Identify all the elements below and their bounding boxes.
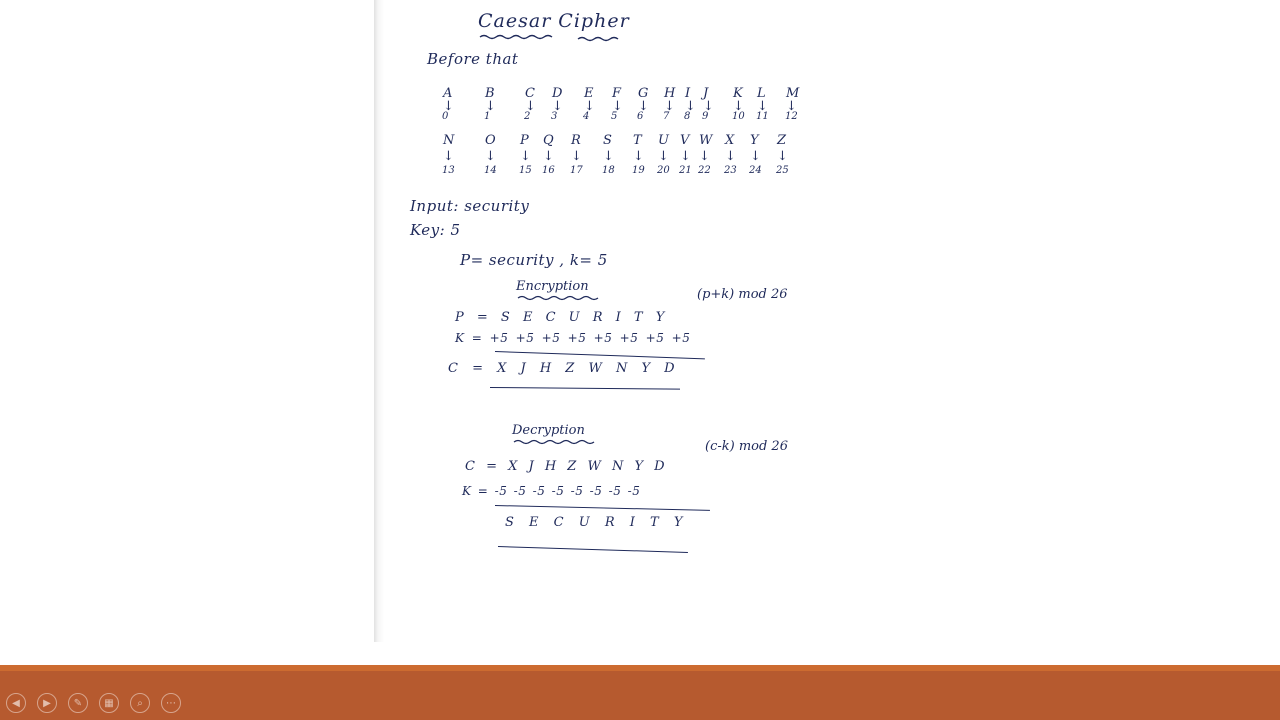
see-all-slides-button[interactable] [99, 693, 119, 713]
next-slide-icon: ▶ [43, 697, 51, 709]
dec-sum-line [495, 505, 710, 511]
alphabet-number: 13 [442, 165, 455, 176]
down-arrow-icon: ↓ [777, 149, 788, 164]
alphabet-letter: M [786, 86, 800, 101]
down-arrow-icon: ↓ [750, 149, 761, 164]
down-arrow-icon: ↓ [638, 99, 649, 114]
alphabet-number: 24 [749, 165, 762, 176]
alphabet-number: 10 [732, 111, 745, 122]
decryption-heading: Decryption [512, 423, 585, 438]
alphabet-letter: I [685, 86, 691, 101]
dec-cipher-row: C = X J H Z W N Y D [465, 459, 666, 474]
dec-key-row: K = -5 -5 -5 -5 -5 -5 -5 -5 [462, 484, 641, 498]
alphabet-number: 0 [442, 111, 449, 122]
alphabet-number: 2 [524, 111, 531, 122]
alphabet-letter: G [638, 86, 649, 101]
enc-plain-row: P = S E C U R I T Y [455, 310, 665, 325]
down-arrow-icon: ↓ [612, 99, 623, 114]
slideshow-toolbar [0, 665, 1280, 720]
alphabet-number: 17 [570, 165, 583, 176]
alphabet-letter: K [733, 86, 743, 101]
down-arrow-icon: ↓ [525, 99, 536, 114]
previous-slide-icon: ◀ [12, 697, 20, 709]
alphabet-letter: V [680, 133, 690, 148]
down-arrow-icon: ↓ [443, 149, 454, 164]
down-arrow-icon: ↓ [757, 99, 768, 114]
before-that-label: Before that [427, 50, 519, 68]
alphabet-letter: R [571, 133, 581, 148]
down-arrow-icon: ↓ [443, 99, 454, 114]
down-arrow-icon: ↓ [680, 149, 691, 164]
down-arrow-icon: ↓ [552, 99, 563, 114]
see-all-slides-icon: ▦ [104, 697, 114, 709]
alphabet-number: 20 [657, 165, 670, 176]
next-slide-button[interactable] [37, 693, 57, 713]
decryption-formula: (c-k) mod 26 [705, 439, 788, 454]
down-arrow-icon: ↓ [571, 149, 582, 164]
dec-result-line [498, 546, 688, 553]
alphabet-letter: Q [543, 133, 554, 148]
alphabet-letter: N [443, 133, 455, 148]
alphabet-letter: X [725, 133, 735, 148]
alphabet-number: 22 [698, 165, 711, 176]
alphabet-letter: E [584, 86, 594, 101]
down-arrow-icon: ↓ [543, 149, 554, 164]
alphabet-number: 1 [484, 111, 491, 122]
down-arrow-icon: ↓ [685, 99, 696, 114]
dec-result-row: S E C U R I T Y [505, 515, 683, 530]
alphabet-letter: H [664, 86, 676, 101]
alphabet-number: 5 [611, 111, 618, 122]
alphabet-letter: A [443, 86, 453, 101]
title-underline [478, 33, 638, 45]
previous-slide-button[interactable] [6, 693, 26, 713]
pen-tool-icon: ✎ [73, 697, 83, 709]
alphabet-number: 11 [756, 111, 769, 122]
alphabet-number: 7 [663, 111, 670, 122]
alphabet-letter: B [485, 86, 495, 101]
encryption-heading: Encryption [516, 279, 589, 294]
plaintext-line: P= security , k= 5 [460, 251, 608, 269]
down-arrow-icon: ↓ [699, 149, 710, 164]
alphabet-letter: W [699, 133, 713, 148]
alphabet-letter: L [757, 86, 766, 101]
alphabet-letter: U [658, 133, 669, 148]
alphabet-letter: Z [777, 133, 787, 148]
alphabet-number: 18 [602, 165, 615, 176]
down-arrow-icon: ↓ [603, 149, 614, 164]
key-line: Key: 5 [410, 221, 461, 239]
alphabet-number: 19 [632, 165, 645, 176]
down-arrow-icon: ↓ [725, 149, 736, 164]
down-arrow-icon: ↓ [733, 99, 744, 114]
alphabet-letter: P [520, 133, 529, 148]
zoom-icon: ⌕ [137, 697, 143, 709]
decryption-underline [512, 438, 607, 448]
alphabet-letter: D [552, 86, 563, 101]
down-arrow-icon: ↓ [703, 99, 714, 114]
alphabet-number: 16 [542, 165, 555, 176]
enc-sum-line [495, 351, 705, 359]
toolbar-top-stripe [0, 665, 1280, 671]
input-line: Input: security [410, 197, 530, 215]
alphabet-number: 12 [785, 111, 798, 122]
encryption-underline [516, 294, 611, 304]
alphabet-number: 8 [684, 111, 691, 122]
alphabet-letter: C [525, 86, 535, 101]
down-arrow-icon: ↓ [584, 99, 595, 114]
alphabet-letter: Y [750, 133, 759, 148]
alphabet-letter: S [603, 133, 612, 148]
alphabet-number: 15 [519, 165, 532, 176]
enc-cipher-row: C = X J H Z W N Y D [448, 361, 676, 376]
more-options-icon: ⋯ [166, 697, 176, 709]
alphabet-number: 3 [551, 111, 558, 122]
alphabet-letter: T [633, 133, 642, 148]
alphabet-number: 21 [679, 165, 692, 176]
alphabet-number: 25 [776, 165, 789, 176]
alphabet-number: 23 [724, 165, 737, 176]
down-arrow-icon: ↓ [786, 99, 797, 114]
encryption-formula: (p+k) mod 26 [697, 287, 788, 302]
alphabet-number: 4 [583, 111, 590, 122]
pen-tool-button[interactable] [68, 693, 88, 713]
down-arrow-icon: ↓ [633, 149, 644, 164]
alphabet-letter: O [485, 133, 496, 148]
page-title: Caesar Cipher [478, 10, 630, 32]
alphabet-letter: F [612, 86, 622, 101]
zoom-button[interactable] [130, 693, 150, 713]
alphabet-letter: J [703, 86, 709, 101]
down-arrow-icon: ↓ [485, 149, 496, 164]
more-options-button[interactable] [161, 693, 181, 713]
alphabet-number: 9 [702, 111, 709, 122]
paper-edge [374, 0, 384, 642]
enc-result-line [490, 387, 680, 390]
down-arrow-icon: ↓ [520, 149, 531, 164]
down-arrow-icon: ↓ [664, 99, 675, 114]
alphabet-number: 6 [637, 111, 644, 122]
down-arrow-icon: ↓ [485, 99, 496, 114]
down-arrow-icon: ↓ [658, 149, 669, 164]
enc-key-row: K = +5 +5 +5 +5 +5 +5 +5 +5 [455, 331, 691, 345]
alphabet-number: 14 [484, 165, 497, 176]
